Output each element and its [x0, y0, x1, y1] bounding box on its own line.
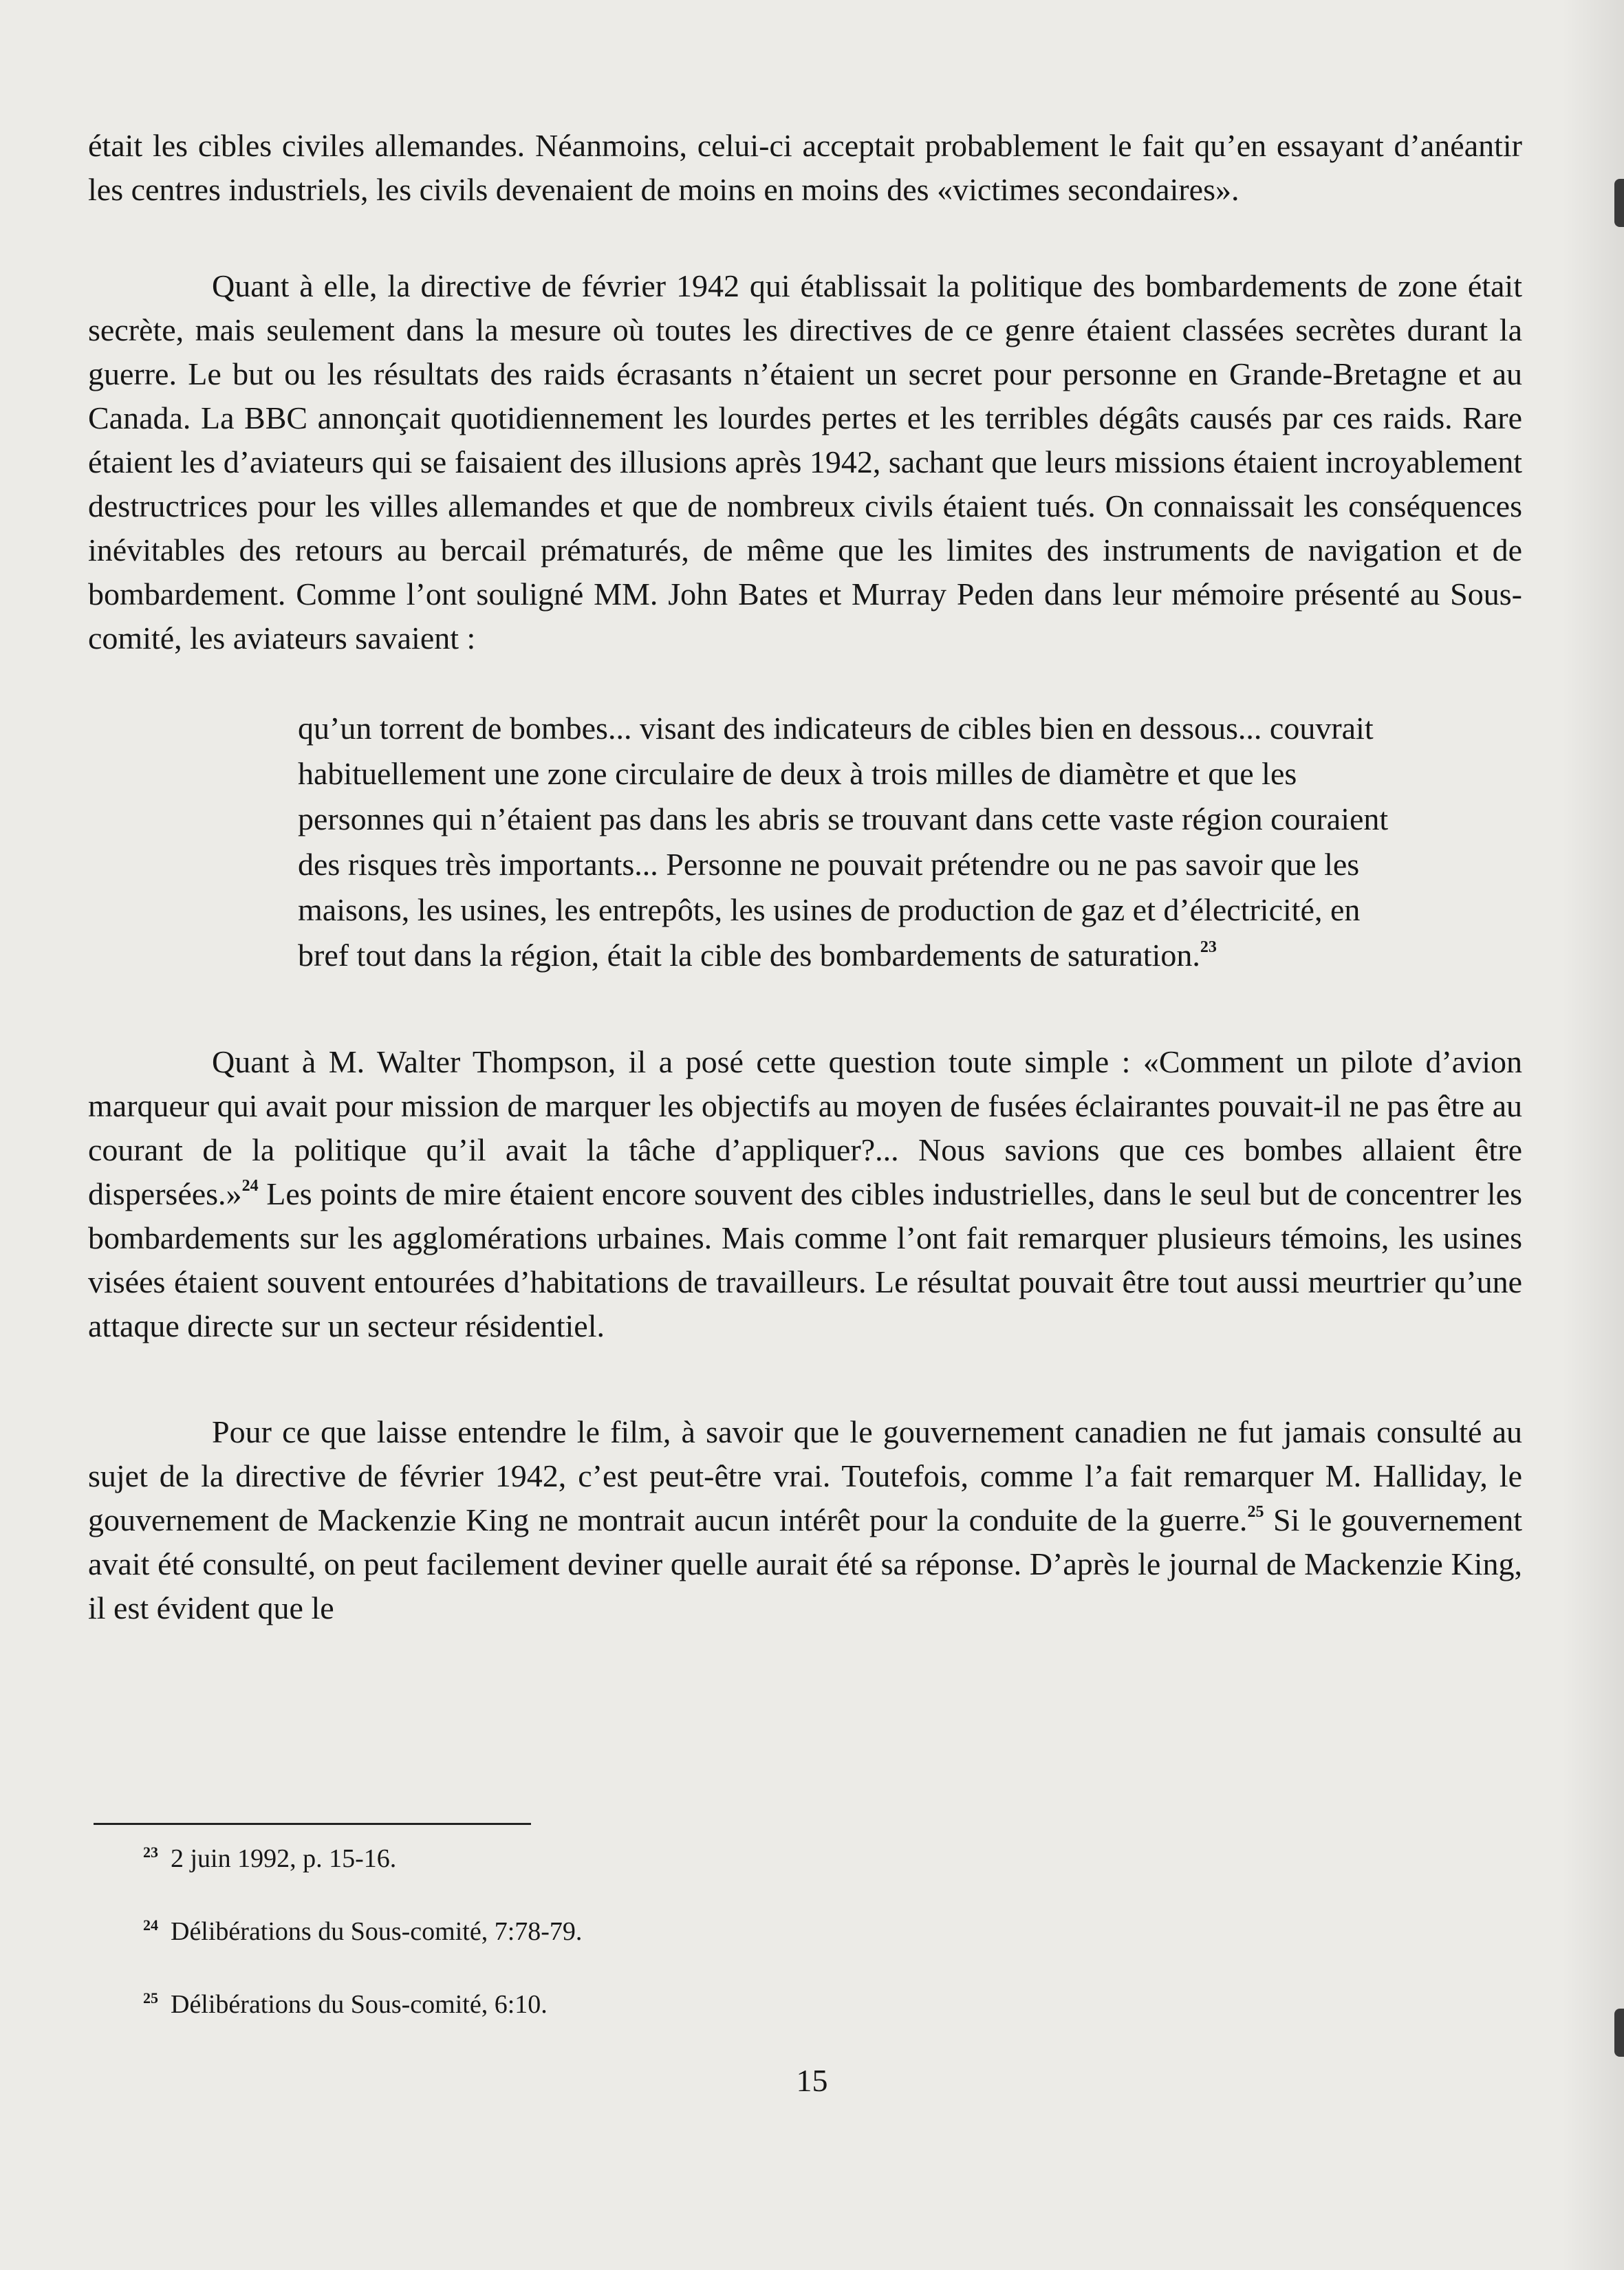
- page-body: [88, 124, 1522, 1630]
- footnote-ref-25[interactable]: 25: [1247, 1503, 1264, 1521]
- binder-hole-bottom: [1614, 2009, 1624, 2057]
- binder-hole-top: [1614, 179, 1624, 227]
- footnote-divider: [94, 1823, 531, 1825]
- footnote-text: Délibérations du Sous-comité, 6:10.: [171, 1990, 548, 2019]
- footnote-25: [94, 1989, 1332, 2025]
- paragraph-4-part-b: Si le gouvernement avait été consulté, on peut facilement deviner quelle aurait été sa réponse. D’après le journal de Mackenzie King, il est évident que le: [88, 1502, 1522, 1625]
- paragraph-1: était les cibles civiles allemandes. Néanmoins, celui-ci acceptait probablement le fait qu’en essayant d’anéantir les centres industriels, les civils devenaient de moins en moins des «victimes secondaires».: [88, 128, 1522, 207]
- footnote-23: [94, 1844, 1332, 1879]
- paragraph-4: [88, 1410, 1522, 1630]
- footnote-number: 25: [143, 1989, 158, 2007]
- footnote-ref-24[interactable]: 24: [241, 1177, 259, 1195]
- paragraph-2: Quant à elle, la directive de février 1942 qui établissait la politique des bombardements de zone était secrète, mais seulement dans la mesure où toutes les directives de ce genre étaient classées secrètes durant la guerre. Le but ou les résultats des raids écrasants n’étaient un secret pour personne en Grande-Bretagne et au Canada. La BBC annonçait quotidiennement les lourdes pertes et les terribles dégâts causés par ces raids. Rare étaient les d’aviateurs qui se faisaient des illusions après 1942, sachant que leurs missions étaient incroyablement destructrices pour les villes allemandes et que de nombreux civils étaient tués. On connaissait les conséquences inévitables des retours au bercail prématurés, de même que les limites des instruments de navigation et de bombardement. Comme l’ont souligné MM. John Bates et Murray Peden dans leur mémoire présenté au Sous-comité, les aviateurs savaient :: [88, 268, 1522, 656]
- footnote-text: 2 juin 1992, p. 15-16.: [171, 1844, 397, 1873]
- block-quote: [298, 706, 1395, 978]
- paragraph-3-part-b: Les points de mire étaient encore souvent des cibles industrielles, dans le seul but de concentrer les bombardements sur les agglomérations urbaines. Mais comme l’ont fait remarquer plusieurs témoins, les usines visées étaient souvent entourées d’habitations de travailleurs. Le résultat pouvait être tout aussi meurtrier qu’une attaque directe sur un secteur résidentiel.: [88, 1176, 1522, 1343]
- page-number: 15: [796, 2063, 828, 2098]
- paragraph-3-part-a: Quant à M. Walter Thompson, il a posé cette question toute simple : «Comment un pilote d’avion marqueur qui avait pour mission de marquer les objectifs au moyen de fusées éclairantes pouvait-il ne pas être au courant de la politique qu’il avait la tâche d’appliquer?... Nous savions que ces bombes allaient être dispersées.»: [88, 1044, 1522, 1211]
- footnote-ref-23[interactable]: 23: [1200, 938, 1217, 956]
- block-quote-text: qu’un torrent de bombes... visant des indicateurs de cibles bien en dessous... couvrait habituellement une zone circulaire de deux à trois milles de diamètre et que les personnes qui n’étaient pas dans les abris se trouvant dans cette vaste région couraient des risques très importants... Personne ne pouvait prétendre ou ne pas savoir que les maisons, les usines, les entrepôts, les usines de production de gaz et d’électricité, en bref tout dans la région, était la cible des bombardements de saturation.: [298, 711, 1389, 973]
- footnote-24: [94, 1916, 1332, 1952]
- paragraph-3: [88, 1040, 1522, 1348]
- footnote-text: Délibérations du Sous-comité, 7:78-79.: [171, 1917, 583, 1946]
- footnote-number: 24: [143, 1916, 158, 1934]
- footnote-number: 23: [143, 1844, 158, 1861]
- footnotes: [94, 1844, 1332, 2062]
- scan-edge-shadow: [1562, 0, 1624, 2270]
- paragraph-4-part-a: Pour ce que laisse entendre le film, à savoir que le gouvernement canadien ne fut jamais consulté au sujet de la directive de février 1942, c’est peut-être vrai. Toutefois, comme l’a fait remarquer M. Halliday, le gouvernement de Mackenzie King ne montrait aucun intérêt pour la conduite de la guerre.: [88, 1414, 1522, 1537]
